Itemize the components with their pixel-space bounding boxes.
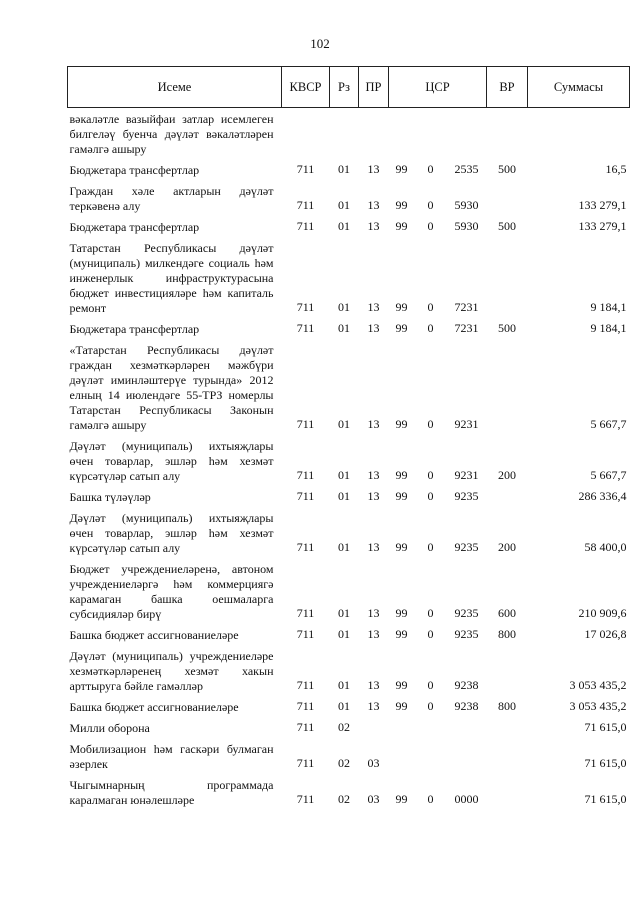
row-rz: 01: [338, 489, 350, 503]
row-csr: [389, 645, 487, 696]
row-name: «Татарстан Республикасы дәүләт граждан хезмәткәрләрен мәжбүри дәүләт иминләштерүе турында» 2012 елның 14 июлендәге 55-ТРЗ номерлы Татарстан Республикасы Законын гамәлгә ашыру: [69, 343, 274, 432]
row-rz: 01: [338, 219, 350, 233]
row-csr1: 99: [395, 321, 408, 335]
row-csr: [389, 108, 487, 160]
row-rz: 02: [338, 792, 350, 806]
row-vr: 500: [498, 162, 516, 176]
row-name: Татарстан Республикасы дәүләт (муниципаль) милкендәге социаль һәм инженерлык инфраструктурасына бюджет инвестицияләре һәм капиталь ремонт: [69, 241, 274, 315]
row-sum: 9 184,1: [590, 321, 627, 335]
row-rz: 02: [338, 720, 350, 734]
row-csr1: 99: [395, 699, 408, 713]
row-pr: 13: [367, 627, 380, 641]
table-row: [68, 558, 630, 624]
row-name: Башка түләүләр: [69, 490, 151, 504]
row-csr2: 0: [427, 792, 434, 806]
row-csr: [389, 159, 487, 180]
row-name: Бюджетара трансфертлар: [69, 322, 200, 336]
row-sum: 71 615,0: [584, 792, 627, 806]
row-csr3: 9235: [454, 627, 479, 641]
row-kvsr: 711: [296, 219, 315, 233]
row-kvsr: 711: [296, 606, 315, 620]
row-kvsr: 711: [296, 756, 315, 770]
row-pr: 13: [367, 678, 380, 692]
table-row: [68, 645, 630, 696]
row-name: Бюджет учреждениеләренә, автоном учреждениеләргә һәм коммерциягә карамаган башка оешмаларга субсидияләр бирү: [69, 562, 274, 621]
row-vr: [487, 108, 528, 160]
row-vr: [487, 717, 528, 738]
row-rz: 01: [338, 468, 350, 482]
row-csr: [389, 486, 487, 507]
row-csr3: 9231: [454, 417, 479, 431]
row-rz: 01: [338, 300, 350, 314]
row-sum: 210 909,6: [578, 606, 627, 620]
row-pr: [359, 108, 389, 160]
row-kvsr: 711: [296, 792, 315, 806]
row-rz: 01: [338, 321, 350, 335]
row-pr: 13: [367, 417, 380, 431]
row-csr3: 9231: [454, 468, 479, 482]
row-pr: 13: [367, 321, 380, 335]
row-vr: 500: [498, 219, 516, 233]
row-rz: 01: [338, 627, 350, 641]
row-csr: [389, 339, 487, 435]
row-vr: [487, 486, 528, 507]
row-rz: 01: [338, 162, 350, 176]
row-vr: 200: [498, 468, 516, 482]
row-csr: [389, 237, 487, 318]
row-csr: [389, 507, 487, 558]
row-sum: 3 053 435,2: [569, 699, 627, 713]
row-vr: [487, 339, 528, 435]
row-csr2: 0: [427, 300, 434, 314]
row-csr: [389, 738, 487, 774]
row-csr: [389, 216, 487, 237]
row-csr3: 2535: [454, 162, 479, 176]
row-vr: 500: [498, 321, 516, 335]
row-sum: 17 026,8: [584, 627, 627, 641]
row-kvsr: 711: [296, 198, 315, 212]
row-csr1: 99: [395, 219, 408, 233]
row-name: Мобилизацион һәм гаскәри булмаган әзерлек: [69, 742, 274, 771]
row-kvsr: 711: [296, 417, 315, 431]
table-header-row: [68, 67, 630, 108]
row-csr1: 99: [395, 792, 408, 806]
row-vr: [487, 645, 528, 696]
row-kvsr: 711: [296, 678, 315, 692]
row-kvsr: 711: [296, 300, 315, 314]
row-vr: 600: [498, 606, 516, 620]
row-sum: 3 053 435,2: [569, 678, 627, 692]
row-name: Милли оборона: [69, 721, 150, 735]
row-pr: 13: [367, 699, 380, 713]
row-name: Граждан хәле актларын дәүләт теркәвенә алу: [69, 184, 274, 213]
row-name: Башка бюджет ассигнованиеләре: [69, 628, 239, 642]
row-csr2: 0: [427, 540, 434, 554]
table-body: [68, 108, 630, 811]
row-csr3: 9238: [454, 699, 479, 713]
row-vr: 200: [498, 540, 516, 554]
col-header-rz: Рз: [330, 67, 359, 108]
row-csr2: 0: [427, 699, 434, 713]
row-csr3: 9235: [454, 606, 479, 620]
row-kvsr: 711: [296, 468, 315, 482]
row-rz: 02: [338, 756, 350, 770]
row-csr1: 99: [395, 606, 408, 620]
row-csr: [389, 180, 487, 216]
table-row: [68, 717, 630, 738]
row-name: Чыгымнарның программада каралмаган юнәлешләре: [69, 778, 274, 807]
row-sum: 71 615,0: [584, 756, 627, 770]
row-kvsr: [282, 108, 330, 160]
row-csr1: 99: [395, 627, 408, 641]
row-csr: [389, 717, 487, 738]
row-kvsr: 711: [296, 162, 315, 176]
budget-table: [67, 66, 630, 810]
col-header-pr: ПР: [359, 67, 389, 108]
col-header-sum: Суммасы: [528, 67, 630, 108]
row-csr2: 0: [427, 162, 434, 176]
row-name: Бюджетара трансфертлар: [69, 220, 200, 234]
row-vr: [487, 738, 528, 774]
table-row: [68, 624, 630, 645]
table-row: [68, 180, 630, 216]
row-csr3: 9238: [454, 678, 479, 692]
row-pr: 13: [367, 219, 380, 233]
row-csr2: 0: [427, 468, 434, 482]
row-name: Бюджетара трансфертлар: [69, 163, 200, 177]
row-vr: 800: [498, 699, 516, 713]
row-kvsr: 711: [296, 627, 315, 641]
row-rz: 01: [338, 540, 350, 554]
row-csr1: 99: [395, 417, 408, 431]
row-pr: 13: [367, 606, 380, 620]
row-sum: 9 184,1: [590, 300, 627, 314]
row-vr: [487, 237, 528, 318]
row-csr3: 5930: [454, 219, 479, 233]
row-pr: [359, 717, 389, 738]
row-name: Дәүләт (муниципаль) учреждениеләре хезмәткәрләренең хезмәт хакын арттыруга бәйле гамәлләр: [69, 649, 274, 693]
row-pr: 13: [367, 468, 380, 482]
row-sum: [528, 108, 630, 160]
row-csr: [389, 435, 487, 486]
table-row: [68, 486, 630, 507]
row-csr2: 0: [427, 606, 434, 620]
row-sum: 5 667,7: [590, 417, 627, 431]
row-csr2: 0: [427, 678, 434, 692]
row-kvsr: 711: [296, 321, 315, 335]
row-sum: 286 336,4: [578, 489, 627, 503]
row-csr2: 0: [427, 198, 434, 212]
row-csr1: 99: [395, 162, 408, 176]
row-pr: 13: [367, 300, 380, 314]
row-csr3: 9235: [454, 489, 479, 503]
table-row: [68, 507, 630, 558]
row-csr3: 5930: [454, 198, 479, 212]
row-kvsr: 711: [296, 540, 315, 554]
row-rz: 01: [338, 678, 350, 692]
row-csr2: 0: [427, 627, 434, 641]
row-rz: 01: [338, 417, 350, 431]
col-header-vr: ВР: [487, 67, 528, 108]
row-sum: 71 615,0: [584, 720, 627, 734]
row-rz: 01: [338, 198, 350, 212]
row-kvsr: 711: [296, 720, 315, 734]
row-vr: [487, 180, 528, 216]
row-csr1: 99: [395, 198, 408, 212]
row-vr: 800: [498, 627, 516, 641]
table-row: [68, 339, 630, 435]
row-csr: [389, 774, 487, 810]
row-kvsr: 711: [296, 489, 315, 503]
row-vr: [487, 774, 528, 810]
row-rz: 01: [338, 606, 350, 620]
row-pr: 13: [367, 540, 380, 554]
row-pr: 13: [367, 489, 380, 503]
row-rz: 01: [338, 699, 350, 713]
row-csr2: 0: [427, 219, 434, 233]
row-csr1: 99: [395, 678, 408, 692]
table-row: [68, 216, 630, 237]
row-csr: [389, 318, 487, 339]
row-pr: 13: [367, 198, 380, 212]
row-name: Дәүләт (муниципаль) ихтыяҗлары өчен товарлар, эшләр һәм хезмәт күрсәтүләр сатып алу: [69, 439, 274, 483]
row-csr: [389, 624, 487, 645]
table-row: [68, 108, 630, 160]
row-pr: 03: [367, 756, 380, 770]
table-row: [68, 237, 630, 318]
table-row: [68, 696, 630, 717]
row-csr1: 99: [395, 540, 408, 554]
row-csr1: 99: [395, 489, 408, 503]
col-header-csr: ЦСР: [389, 67, 487, 108]
row-rz: [330, 108, 359, 160]
table-row: [68, 774, 630, 810]
row-sum: 58 400,0: [584, 540, 627, 554]
row-csr3: 7231: [454, 300, 479, 314]
row-csr3: 7231: [454, 321, 479, 335]
row-pr: 13: [367, 162, 380, 176]
table-row: [68, 318, 630, 339]
row-sum: 16,5: [605, 162, 627, 176]
row-csr: [389, 558, 487, 624]
row-csr: [389, 696, 487, 717]
row-sum: 133 279,1: [578, 198, 627, 212]
row-name: Башка бюджет ассигнованиеләре: [69, 700, 239, 714]
row-csr1: 99: [395, 468, 408, 482]
row-csr3: 9235: [454, 540, 479, 554]
col-header-name: Исеме: [68, 67, 282, 108]
table-row: [68, 159, 630, 180]
row-csr2: 0: [427, 321, 434, 335]
row-csr1: 99: [395, 300, 408, 314]
col-header-kvsr: КВСР: [282, 67, 330, 108]
row-csr2: 0: [427, 417, 434, 431]
row-pr: 03: [367, 792, 380, 806]
row-sum: 5 667,7: [590, 468, 627, 482]
row-csr3: 0000: [454, 792, 479, 806]
row-sum: 133 279,1: [578, 219, 627, 233]
table-row: [68, 738, 630, 774]
row-name: вәкаләтле вазыйфаи затлар исемлеген билгеләү буенча дәүләт вәкаләтләрен гамәлгә ашыру: [69, 112, 274, 156]
row-name: Дәүләт (муниципаль) ихтыяҗлары өчен товарлар, эшләр һәм хезмәт күрсәтүләр сатып алу: [69, 511, 274, 555]
table-row: [68, 435, 630, 486]
row-kvsr: 711: [296, 699, 315, 713]
row-csr2: 0: [427, 489, 434, 503]
page-number: 102: [310, 36, 330, 51]
